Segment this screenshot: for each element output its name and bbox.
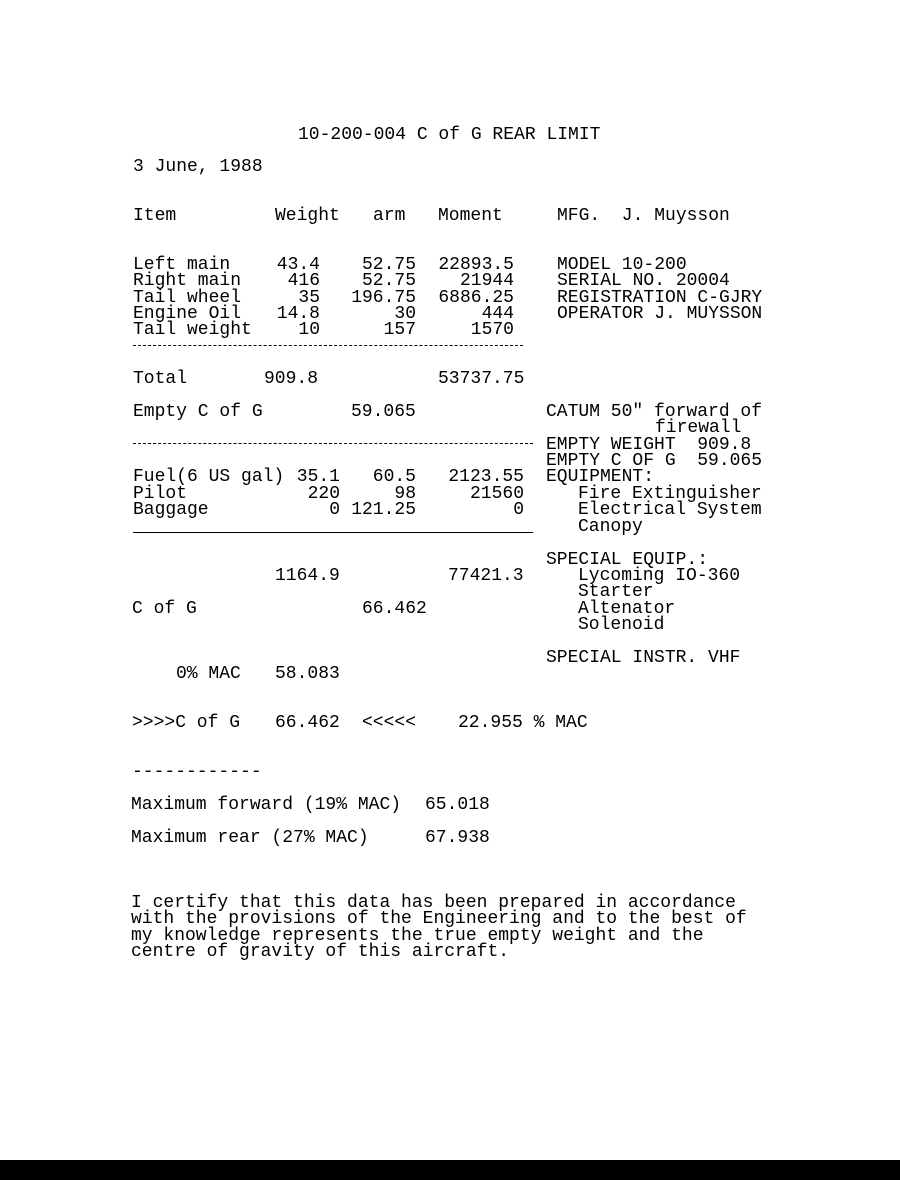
header-moment: Moment — [438, 206, 503, 226]
empty-cg-label: Empty C of G — [133, 402, 263, 422]
scan-border — [0, 1160, 900, 1180]
item-weight: 10 — [298, 320, 320, 340]
empty-cg-right: EMPTY C OF G 59.065 — [546, 451, 763, 471]
load-moment: 2123.55 — [448, 467, 524, 487]
max-rear-value: 67.938 — [425, 828, 490, 848]
aircraft-operator: OPERATOR J. MUYSSON — [557, 304, 763, 324]
item-arm: 52.75 — [361, 271, 416, 291]
divider — [133, 345, 523, 346]
load-name: Baggage — [133, 500, 209, 520]
header-item: Item — [133, 206, 177, 226]
total-moment: 53737.75 — [438, 369, 525, 389]
item-arm: 52.75 — [361, 255, 416, 275]
aircraft-model: MODEL 10-200 — [557, 255, 687, 275]
load-arm: 121.25 — [351, 500, 416, 520]
cg-label: C of G — [132, 599, 197, 619]
certification-line: centre of gravity of this aircraft. — [131, 942, 510, 962]
item-name: Tail wheel — [133, 288, 242, 308]
load-name: Pilot — [133, 484, 188, 504]
load-weight: 220 — [307, 484, 340, 504]
equipment-item: Fire Extinguisher — [578, 484, 762, 504]
total-label: Total — [133, 369, 188, 389]
document-date: 3 June, 1988 — [133, 157, 263, 177]
datum-line: firewall — [655, 418, 742, 438]
empty-weight: EMPTY WEIGHT 909.8 — [546, 435, 752, 455]
special-equip-item: Solenoid — [578, 615, 665, 635]
item-moment: 6886.25 — [438, 288, 514, 308]
load-name: Fuel(6 US gal) — [133, 467, 285, 487]
gross-moment: 77421.3 — [448, 566, 524, 586]
manufacturer: MFG. J. Muysson — [557, 206, 730, 226]
item-name: Left main — [133, 255, 231, 275]
certification-line: with the provisions of the Engineering and to the best of — [131, 909, 747, 929]
special-instr: SPECIAL INSTR. VHF — [546, 648, 741, 668]
short-rule: ------------ — [132, 762, 262, 782]
item-moment: 444 — [481, 304, 514, 324]
special-equip-label: SPECIAL EQUIP.: — [546, 550, 709, 570]
cg-result-mac: 22.955 % MAC — [458, 713, 588, 733]
equipment-label: EQUIPMENT: — [546, 467, 655, 487]
item-arm: 30 — [394, 304, 416, 324]
mac0-label: 0% MAC — [176, 664, 241, 684]
certification-line: I certify that this data has been prepared in accordance — [131, 893, 736, 913]
item-weight: 35 — [298, 288, 320, 308]
equipment-item: Canopy — [578, 517, 643, 537]
item-moment: 22893.5 — [438, 255, 514, 275]
mac0-value: 58.083 — [275, 664, 340, 684]
equipment-item: Electrical System — [578, 500, 762, 520]
datum-line: CATUM 50" forward of — [546, 402, 763, 422]
item-weight: 416 — [287, 271, 320, 291]
load-weight: 35.1 — [296, 467, 340, 487]
load-weight: 0 — [329, 500, 340, 520]
load-arm: 60.5 — [372, 467, 416, 487]
item-arm: 157 — [383, 320, 416, 340]
document-title: 10-200-004 C of G REAR LIMIT — [298, 125, 601, 145]
load-arm: 98 — [394, 484, 416, 504]
special-equip-item: Lycoming IO-360 — [578, 566, 741, 586]
cg-result-arrows: <<<<< — [362, 713, 417, 733]
special-equip-item: Altenator — [578, 599, 676, 619]
max-rear-label: Maximum rear (27% MAC) — [131, 828, 369, 848]
divider — [133, 532, 533, 533]
special-equip-item: Starter — [578, 582, 654, 602]
total-weight: 909.8 — [264, 369, 319, 389]
gross-weight: 1164.9 — [275, 566, 340, 586]
item-moment: 21944 — [459, 271, 514, 291]
aircraft-serial: SERIAL NO. 20004 — [557, 271, 730, 291]
divider — [133, 443, 533, 444]
item-arm: 196.75 — [351, 288, 416, 308]
header-weight: Weight — [275, 206, 340, 226]
certification-line: my knowledge represents the true empty weight and the — [131, 926, 704, 946]
load-moment: 0 — [513, 500, 524, 520]
item-name: Tail weight — [133, 320, 252, 340]
item-name: Engine Oil — [133, 304, 242, 324]
item-weight: 14.8 — [276, 304, 320, 324]
load-moment: 21560 — [469, 484, 524, 504]
aircraft-registration: REGISTRATION C-GJRY — [557, 288, 763, 308]
header-arm: arm — [373, 206, 406, 226]
item-weight: 43.4 — [276, 255, 320, 275]
max-forward-value: 65.018 — [425, 795, 490, 815]
cg-value: 66.462 — [362, 599, 427, 619]
item-name: Right main — [133, 271, 242, 291]
empty-cg-value: 59.065 — [351, 402, 416, 422]
cg-result-prefix: >>>>C of G — [132, 713, 241, 733]
item-moment: 1570 — [470, 320, 514, 340]
max-forward-label: Maximum forward (19% MAC) — [131, 795, 402, 815]
cg-result-value: 66.462 — [275, 713, 340, 733]
